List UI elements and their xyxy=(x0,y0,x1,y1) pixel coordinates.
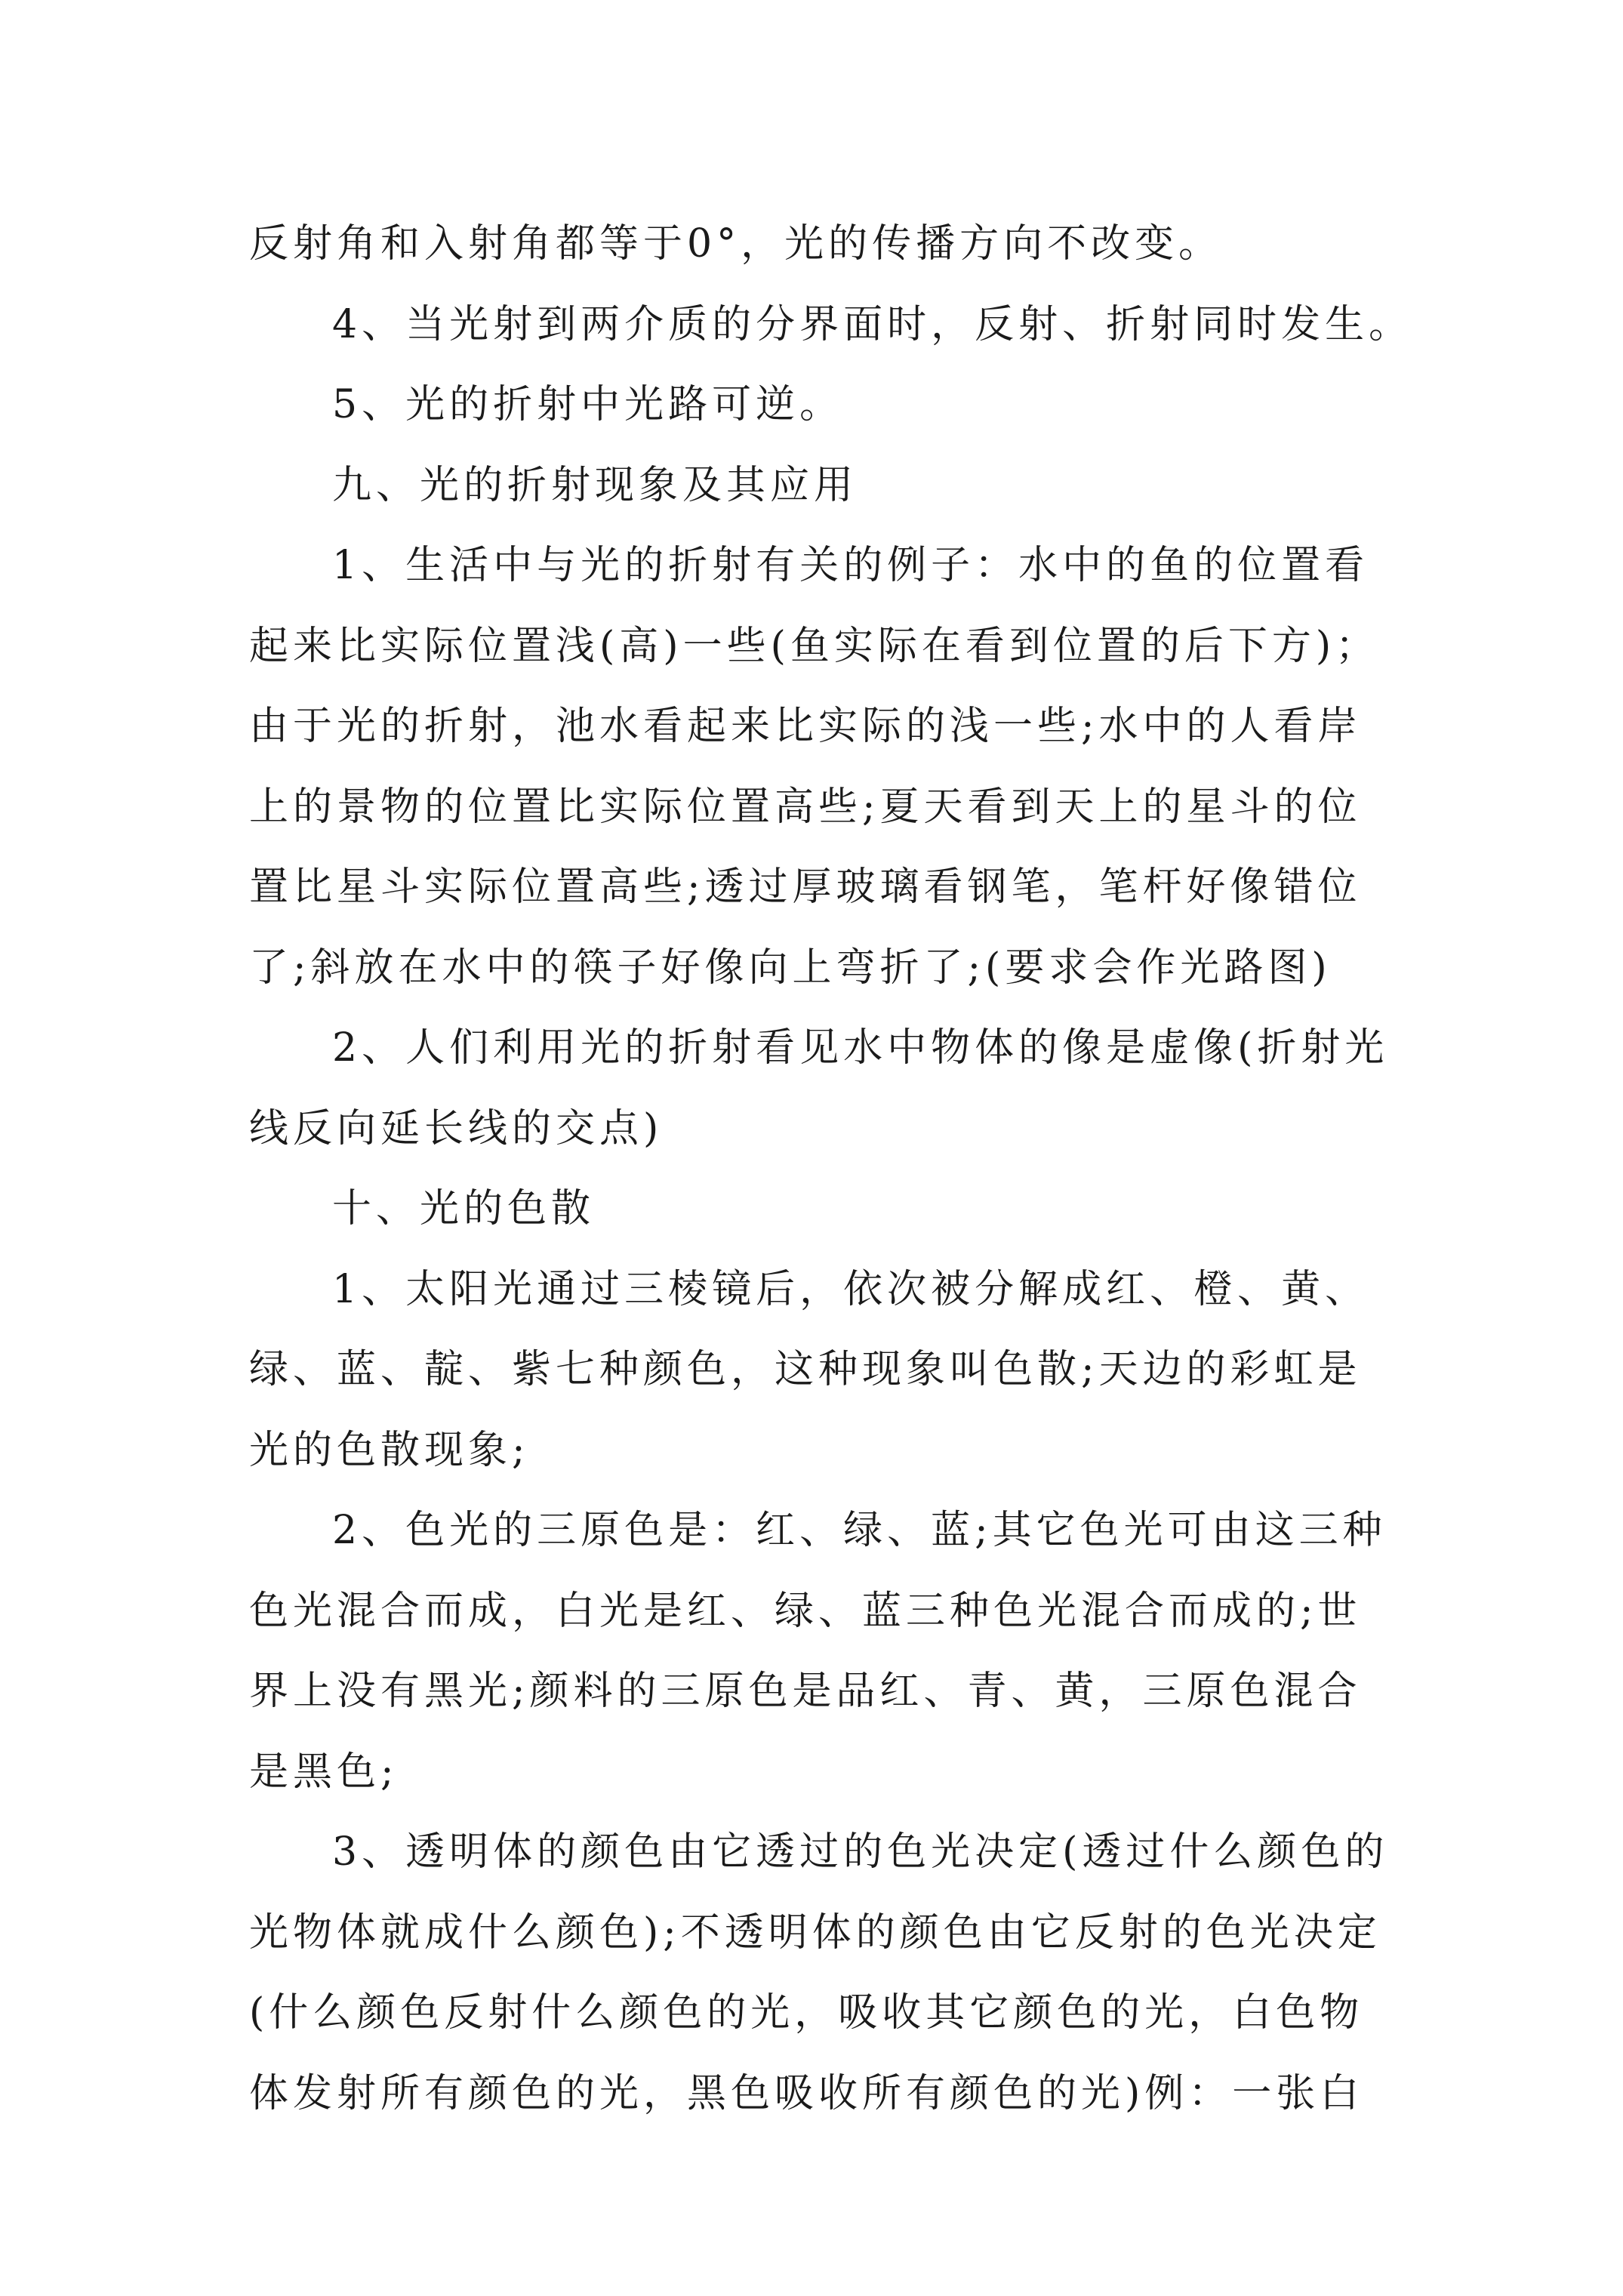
text-line-22: 光物体就成什么颜色);不透明体的颜色由它反射的色光决定 xyxy=(249,1909,1381,1955)
section-heading-10: 十、光的色散 xyxy=(332,1186,596,1231)
text-line-20: 是黑色; xyxy=(249,1749,399,1795)
text-line-24: 体发射所有颜色的光，黑色吸收所有颜色的光)例：一张白 xyxy=(249,2070,1364,2116)
section-heading-9: 九、光的折射现象及其应用 xyxy=(332,462,858,508)
text-line-19: 界上没有黑光;颜料的三原色是品红、青、黄，三原色混合 xyxy=(249,1669,1362,1714)
text-line-2: 4、当光射到两介质的分界面时，反射、折射同时发生。 xyxy=(332,301,1413,347)
text-line-1: 反射角和入射角都等于0°，光的传播方向不改变。 xyxy=(249,221,1223,267)
text-line-15: 绿、蓝、靛、紫七种颜色，这种现象叫色散;天边的彩虹是 xyxy=(249,1347,1362,1392)
text-line-3: 5、光的折射中光路可逆。 xyxy=(332,382,844,427)
document-body xyxy=(249,204,1413,2134)
text-line-12: 线反向延长线的交点) xyxy=(249,1105,664,1151)
text-line-9: 置比星斗实际位置高些;透过厚玻璃看钢笔，笔杆好像错位 xyxy=(249,864,1362,910)
text-line-21: 3、透明体的颜色由它透过的色光决定(透过什么颜色的 xyxy=(332,1829,1389,1875)
text-line-23: (什么颜色反射什么颜色的光，吸收其它颜色的光，白色物 xyxy=(249,1990,1364,2036)
text-line-8: 上的景物的位置比实际位置高些;夏天看到天上的星斗的位 xyxy=(249,784,1362,830)
text-line-17: 2、色光的三原色是：红、绿、蓝;其它色光可由这三种 xyxy=(332,1508,1387,1553)
text-line-5: 1、生活中与光的折射有关的例子：水中的鱼的位置看 xyxy=(332,543,1369,588)
text-line-11: 2、人们利用光的折射看见水中物体的像是虚像(折射光 xyxy=(332,1025,1389,1071)
text-line-7: 由于光的折射，池水看起来比实际的浅一些;水中的人看岸 xyxy=(249,704,1362,749)
text-line-10: 了;斜放在水中的筷子好像向上弯折了;(要求会作光路图) xyxy=(249,945,1332,991)
text-line-6: 起来比实际位置浅(高)一些(鱼实际在看到位置的后下方)； xyxy=(249,623,1380,669)
text-line-14: 1、太阳光通过三棱镜后，依次被分解成红、橙、黄、 xyxy=(332,1266,1369,1312)
text-line-16: 光的色散现象; xyxy=(249,1427,530,1473)
text-line-18: 色光混合而成，白光是红、绿、蓝三种色光混合而成的;世 xyxy=(249,1588,1362,1634)
